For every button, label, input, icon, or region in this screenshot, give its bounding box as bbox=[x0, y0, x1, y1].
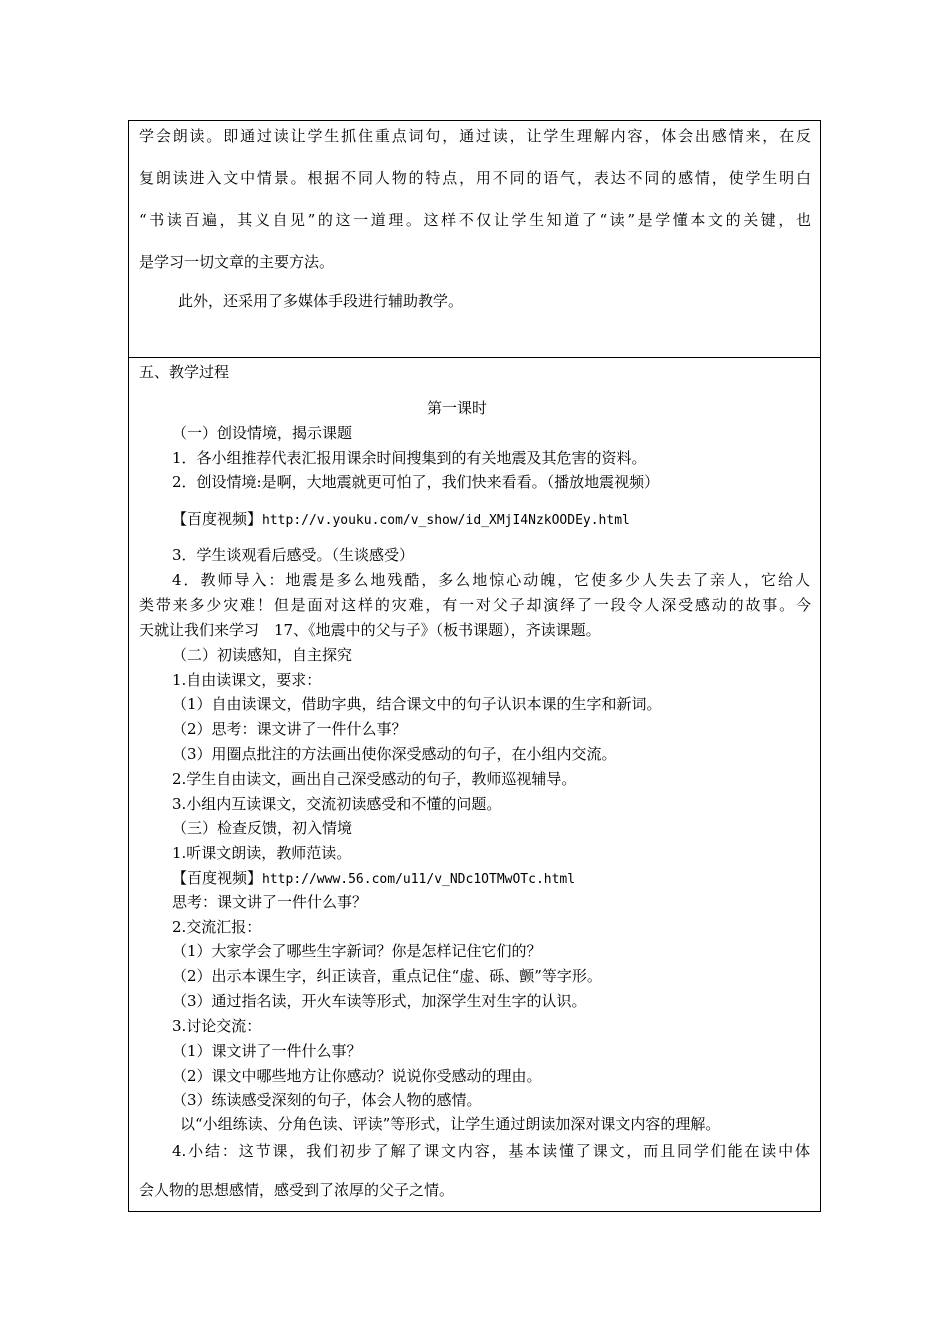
list-item: （2）出示本课生字，纠正读音，重点记住“虚、砾、颤”等字形。 bbox=[172, 967, 602, 985]
paragraph-line: 学会朗读。即通过读让学生抓住重点词句，通过读，让学生理解内容，体会出感情来，在反 bbox=[139, 127, 811, 145]
video-label: 【百度视频】 bbox=[172, 869, 263, 887]
list-item: （1）课文讲了一件什么事？ bbox=[172, 1042, 362, 1060]
paragraph-line: 复朗读进入文中情景。根据不同人物的特点，用不同的语气，表达不同的感情，使学生明白 bbox=[139, 169, 811, 187]
list-item: 1．各小组推荐代表汇报用课余时间搜集到的有关地震及其危害的资料。 bbox=[172, 449, 647, 467]
list-item: 3.小组内互读课文，交流初读感受和不懂的问题。 bbox=[172, 795, 502, 813]
list-item: （3）练读感受深刻的句子，体会人物的感情。 bbox=[172, 1091, 482, 1109]
subsection-title: （三）检查反馈，初入情境 bbox=[172, 819, 353, 837]
list-item: 3．学生谈观看后感受。（生谈感受） bbox=[172, 546, 415, 564]
list-item: （2）课文中哪些地方让你感动？说说你受感动的理由。 bbox=[172, 1067, 542, 1085]
section-title: 五、教学过程 bbox=[139, 363, 230, 381]
paragraph-line: 天就让我们来学习 17、《地震中的父与子》（板书课题），齐读课题。 bbox=[139, 621, 601, 639]
list-item: （3）用圈点批注的方法画出使你深受感动的句子，在小组内交流。 bbox=[172, 745, 617, 763]
list-item: （1）自由读课文，借助字典，结合课文中的句子认识本课的生字和新词。 bbox=[172, 695, 662, 713]
list-item: 思考：课文讲了一件什么事？ bbox=[172, 893, 368, 911]
list-item: 以“小组练读、分角色读、评读”等形式，让学生通过朗读加深对课文内容的理解。 bbox=[180, 1115, 721, 1133]
list-item: 1.自由读课文，要求： bbox=[172, 671, 322, 689]
paragraph-line: 4.小结：这节课，我们初步了解了课文内容，基本读懂了课文，而且同学们能在读中体 bbox=[172, 1142, 810, 1160]
paragraph-line: “书读百遍，其义自见”的这一道理。这样不仅让学生知道了“读”是学懂本文的关键，也 bbox=[139, 211, 811, 229]
list-item: （3）通过指名读，开火车读等形式，加深学生对生字的认识。 bbox=[172, 992, 587, 1010]
list-item: （1）大家学会了哪些生字新词？你是怎样记住它们的？ bbox=[172, 942, 542, 960]
video-link[interactable]: http://v.youku.com/v_show/id_XMjI4NzkOODEy.html bbox=[262, 513, 630, 528]
list-item: 3.讨论交流： bbox=[172, 1017, 262, 1035]
table-row-divider bbox=[128, 357, 821, 358]
paragraph-line: 4．教师导入：地震是多么地残酷，多么地惊心动魄，它使多少人失去了亲人，它给人 bbox=[172, 571, 810, 589]
list-item: 2.交流汇报： bbox=[172, 918, 262, 936]
paragraph-line: 会人物的思想感情，感受到了浓厚的父子之情。 bbox=[139, 1181, 455, 1199]
lesson-title: 第一课时 bbox=[427, 399, 488, 417]
video-link[interactable]: http://www.56.com/u11/v_NDc1OTMwOTc.html bbox=[262, 872, 576, 887]
list-item: （2）思考：课文讲了一件什么事？ bbox=[172, 720, 407, 738]
video-reference bbox=[172, 509, 630, 531]
paragraph-line: 此外，还采用了多媒体手段进行辅助教学。 bbox=[178, 292, 464, 310]
subsection-title: （二）初读感知，自主探究 bbox=[172, 646, 353, 664]
list-item: 2．创设情境:是啊，大地震就更可怕了，我们快来看看。（播放地震视频） bbox=[172, 473, 660, 491]
video-reference bbox=[172, 868, 575, 890]
video-label: 【百度视频】 bbox=[172, 510, 263, 528]
list-item: 1.听课文朗读，教师范读。 bbox=[172, 844, 352, 862]
paragraph-line: 类带来多少灾难！但是面对这样的灾难，有一对父子却演绎了一段令人深受感动的故事。今 bbox=[139, 596, 811, 614]
list-item: 2.学生自由读文，画出自己深受感动的句子，教师巡视辅导。 bbox=[172, 770, 577, 788]
subsection-title: （一）创设情境，揭示课题 bbox=[172, 424, 353, 442]
paragraph-line: 是学习一切文章的主要方法。 bbox=[139, 253, 335, 271]
